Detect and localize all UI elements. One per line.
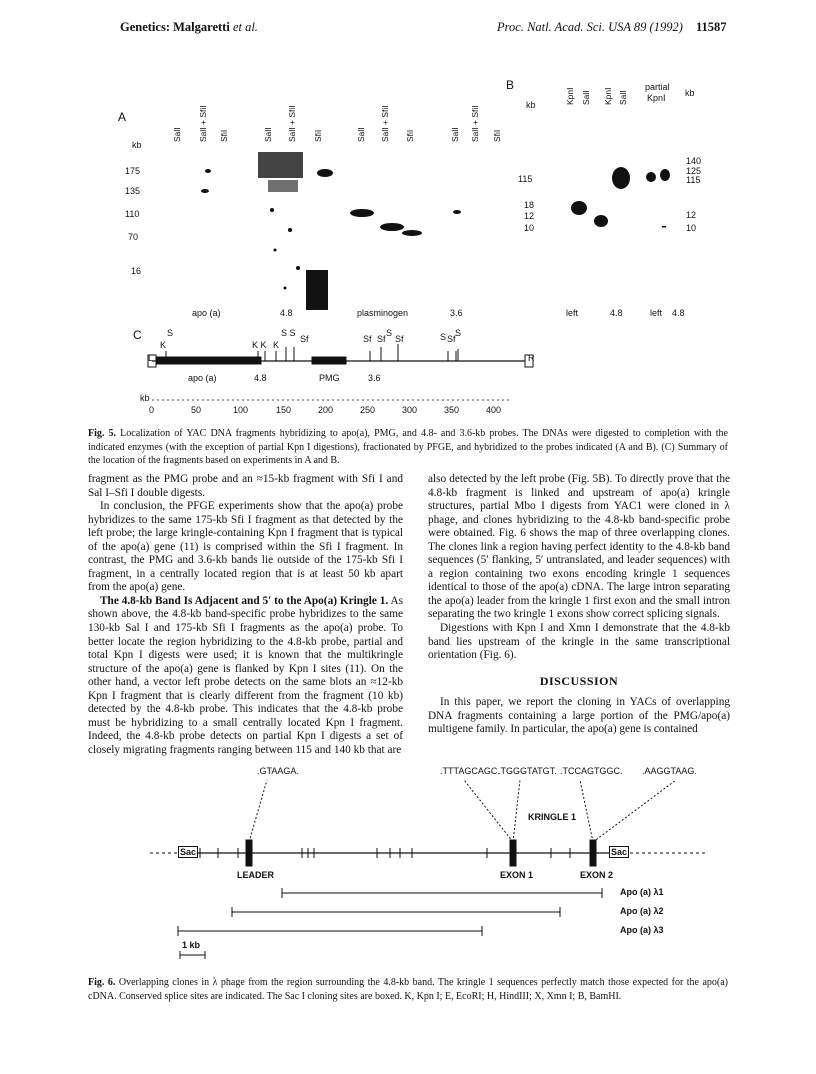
paragraph: In conclusion, the PFGE experiments show that the apo(a) probe hybridizes to the same 175-kb Sfi I fragment as that detected by the left probe; the large kringle-containing Kpn I fragment that is typical of the apo(a) gene (11) is comprised within the Sfi I fragment. In contrast, the PMG and 3.6-kb bands lie outside of the 175-kb Sfi I fragment, in a centrally located region that is at least 50 kb apart from the apo(a) gene.: [88, 500, 403, 594]
site-label: Sf: [377, 334, 386, 344]
lane-label: SfiI: [492, 129, 502, 142]
c-4.8: 4.8: [254, 373, 267, 383]
figure-5: [100, 70, 720, 420]
b-marker-18: 18: [524, 200, 535, 210]
axis-tick: 400: [486, 405, 502, 415]
lane-label: SalI: [450, 127, 460, 142]
site-label: S S: [281, 328, 296, 338]
clone-label: Apo (a) λ1: [620, 887, 664, 897]
seq-exon1b: .TGGGTATGT.: [498, 766, 557, 776]
partial-kpn-label: KpnI: [647, 93, 666, 103]
axis-tick: 350: [444, 405, 460, 415]
fig6-caption-text: Overlapping clones in λ phage from the region surrounding the 4.8-kb band. The kringle 1 sequences perfectly match those expected for the apo(a) cDNA. Conserved splice sites are indicated. The Sac I cloning sites are boxed. K, Kpn I; E, EcoRI; H, HindIII; X, Xmn I; B, BamHI.: [88, 977, 729, 1002]
panel-c-map: [148, 344, 533, 400]
panel-b-label: B: [506, 78, 515, 92]
probe-3.6: 3.6: [450, 308, 463, 318]
figure-5-caption: [88, 427, 728, 468]
discussion-heading: DISCUSSION: [539, 673, 619, 688]
lane-label: SfiI: [405, 129, 415, 142]
figure-6-art: [150, 760, 710, 970]
right-column: [428, 473, 730, 737]
site-label: Sf: [395, 334, 404, 344]
b-probe-left: left: [566, 308, 579, 318]
seq-exon1a: .TTTAGCAGC.: [440, 766, 500, 776]
marker-135: 135: [125, 186, 141, 196]
seq-leader: .GTAAGA.: [257, 766, 299, 776]
axis-tick: 0: [149, 405, 155, 415]
panel-b-kb-right: kb: [685, 88, 695, 98]
paragraph: As shown above, the 4.8-kb band-specific probe hybridizes to the same 130-kb Sal I and 175-kb Sfi I fragments as the apo(a) probe. To better locate the region hybridizing to the 4.8-kb probe, partial and total Kpn I digests were used; it is known that the multikringle structure of the apo(a) gene is flanked by Kpn I sites (11). On the other hand, a vector left probe detects on the same blots an ≈12-kb Kpn I fragment that is clearly different from the fragment (10 kb) detected by the 4.8-kb probe. This indicates that the 4.8-kb probe must be hybridizing to a small centrally located Kpn I fragment. Indeed, the 4.8-kb probe detects on partial Kpn I digests a set of closely migrating fragments ranging between 115 and 140 kb that are: [88, 594, 403, 756]
c-right-end: R: [528, 353, 535, 363]
marker-175: 175: [125, 166, 141, 176]
lane-label: SalI: [356, 127, 366, 142]
journal-section: Genetics:: [120, 20, 170, 34]
panel-b-kb: kb: [526, 100, 536, 110]
left-column: [88, 473, 403, 757]
lane-label: SfiI: [313, 129, 323, 142]
b-marker-10: 10: [524, 223, 535, 233]
lane-label: SalI + SfiI: [470, 105, 480, 142]
c-kb: kb: [140, 393, 150, 403]
lane-label: SalI: [172, 127, 182, 142]
paragraph: Digestions with Kpn I and Xmn I demonstrate that the 4.8-kb band lies upstream of the kringle in the same transcriptional orientation (Fig. 6).: [428, 622, 730, 662]
clone-label: Apo (a) λ3: [620, 925, 664, 935]
b-marker-115: 115: [518, 174, 533, 184]
panel-a-kb: kb: [132, 140, 142, 150]
panel-a-bands: [201, 152, 670, 310]
paragraph: fragment as the PMG probe and an ≈15-kb fragment with Sfi I and Sal I–Sfi I double digests.: [88, 473, 403, 499]
marker-16: 16: [131, 266, 142, 276]
lane-label: SalI: [618, 90, 628, 105]
scale-label: 1 kb: [182, 940, 201, 950]
seq-exon1c: .TCCAGTGGC.: [560, 766, 623, 776]
running-head-right: [497, 20, 727, 35]
axis-tick: 100: [233, 405, 249, 415]
lane-label: KpnI: [603, 87, 613, 105]
seq-exon2: .AAGGTAAG.: [642, 766, 697, 776]
c-apoa: apo (a): [188, 373, 217, 383]
site-label: S: [455, 328, 462, 338]
kringle-label: KRINGLE 1: [528, 812, 577, 822]
paragraph: also detected by the left probe (Fig. 5B). To directly prove that the 4.8-kb fragment is linked and upstream of apo(a) kringle structures, partial Mbo I digests from YAC1 were cloned in λ phage, and clones hybridizing to the 4.8-kb band-specific probe were obtained. Fig. 6 shows the map of three overlapping clones. The clones link a region having perfect identity to the 4.8-kb band sequences (5′ flanking, 5′ untranslated, and leader sequences) with a region containing two exons encoding kringle 1 sequences identical to those of the apo(a) cDNA. The large intron separating the apo(a) leader from the kringle 1 first exon and the small intron separating the two kringle 1 exons show correct splicing signals.: [428, 473, 730, 621]
axis-tick: 200: [318, 405, 334, 415]
marker-70: 70: [128, 232, 139, 242]
b-probe-4.8-2: 4.8: [672, 308, 685, 318]
site-label: S: [386, 328, 393, 338]
leader-label: LEADER: [237, 870, 275, 880]
exon1-label: EXON 1: [500, 870, 534, 880]
journal-citation: Proc. Natl. Acad. Sci. USA 89 (1992): [497, 20, 683, 34]
authors: Malgaretti: [173, 20, 230, 34]
figure-6-caption: [88, 976, 728, 1003]
c-left-end: L: [148, 353, 154, 363]
axis-tick: 150: [276, 405, 292, 415]
clone-label: Apo (a) λ2: [620, 906, 664, 916]
site-label: K: [273, 340, 280, 350]
probe-apoa: apo (a): [192, 308, 221, 318]
site-label: S: [440, 332, 447, 342]
sac-site-left: Sac: [180, 847, 197, 857]
b-marker-140: 140: [686, 156, 702, 166]
panel-c-label: C: [133, 328, 142, 342]
probe-plasminogen: plasminogen: [357, 308, 409, 318]
figure-6: [150, 760, 710, 970]
page-number: 11587: [695, 20, 727, 34]
site-label: Sf: [300, 334, 309, 344]
fig5-caption-title: Fig. 5.: [88, 428, 117, 439]
fig5-caption-text: Localization of YAC DNA fragments hybridizing to apo(a), PMG, and 4.8- and 3.6-kb probes. The DNAs were digested to completion with the indicated enzymes (with the exception of partial Kpn I digestions), fractionated by PFGE, and hybridized to the probes indicated (A and B). (C) Summary of the location of the fragments based on experiments in A and B.: [88, 428, 728, 466]
site-label: K K: [252, 340, 267, 350]
b-marker-115r: 115: [686, 175, 701, 185]
b-marker-10r: 10: [686, 223, 697, 233]
axis-tick: 250: [360, 405, 376, 415]
marker-110: 110: [125, 209, 140, 219]
c-3.6: 3.6: [368, 373, 381, 383]
site-label: K: [160, 340, 167, 350]
axis-tick: 50: [191, 405, 202, 415]
lane-label: SalI + SfiI: [287, 105, 297, 142]
running-head-left: [120, 20, 258, 35]
lane-label: SalI + SfiI: [198, 105, 208, 142]
site-label: Sf: [447, 334, 456, 344]
lane-label: SalI: [581, 90, 591, 105]
b-marker-12: 12: [524, 211, 535, 221]
lane-label: KpnI: [565, 87, 575, 105]
b-marker-12r: 12: [686, 210, 697, 220]
exon2-label: EXON 2: [580, 870, 614, 880]
fig6-caption-title: Fig. 6.: [88, 977, 116, 988]
lane-label: SalI + SfiI: [380, 105, 390, 142]
site-label: S: [167, 328, 174, 338]
axis-tick: 300: [402, 405, 418, 415]
section-heading: The 4.8-kb Band Is Adjacent and 5′ to the Apo(a) Kringle 1.: [100, 594, 389, 607]
figure-5-art: [100, 70, 720, 420]
panel-a-label: A: [118, 110, 127, 124]
b-probe-4.8: 4.8: [610, 308, 623, 318]
paragraph: In this paper, we report the cloning in YACs of overlapping DNA fragments containing a large portion of the PMG/apo(a) multigene family. In particular, the apo(a) gene is contained: [428, 696, 730, 736]
site-label: Sf: [363, 334, 372, 344]
et-al: et al.: [232, 20, 258, 34]
probe-4.8: 4.8: [280, 308, 293, 318]
partial-label: partial: [645, 82, 670, 92]
b-probe-left-2: left: [650, 308, 663, 318]
lane-label: SfiI: [219, 129, 229, 142]
c-pmg: PMG: [319, 373, 340, 383]
b-marker-125: 125: [686, 166, 702, 176]
sac-site-right: Sac: [611, 847, 628, 857]
lane-label: SalI: [263, 127, 273, 142]
